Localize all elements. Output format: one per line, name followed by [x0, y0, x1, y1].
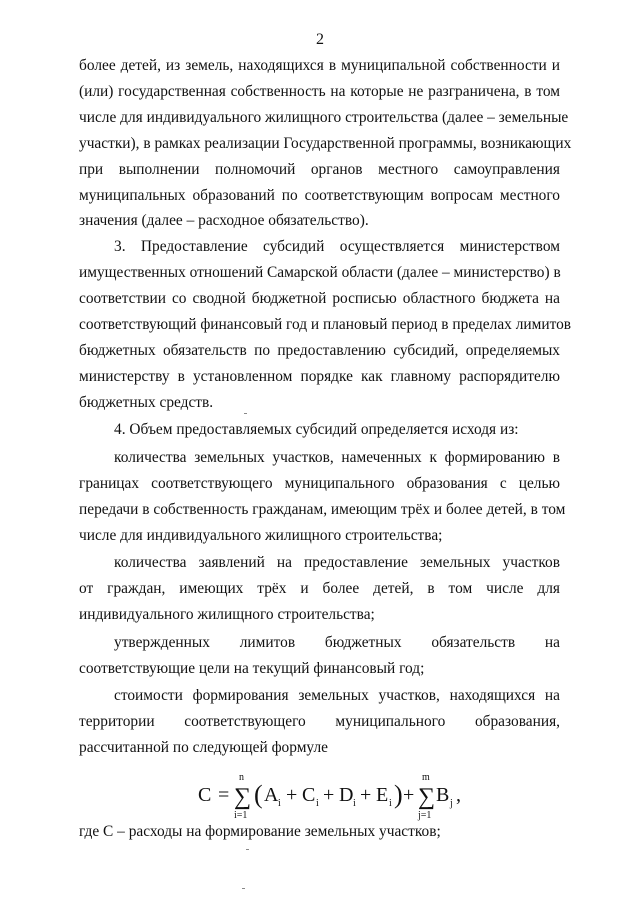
text-line: участки), в рамках реализации Государственной программы, возникающих	[79, 135, 572, 152]
term-d-sub: i	[353, 798, 356, 809]
formula-comma: ,	[456, 784, 461, 806]
text-line: границах соответствующего муниципального образования с целью	[79, 475, 560, 492]
term-c-sub: i	[316, 798, 319, 809]
term-d: D	[339, 784, 354, 806]
scan-speck	[244, 413, 247, 414]
text-line: соответствии со сводной бюджетной росписью областного бюджета на	[79, 290, 560, 307]
plus-3: +	[360, 784, 372, 806]
term-e: E	[376, 784, 389, 806]
text-line: муниципальных образований по соответствующим вопросам местного	[79, 187, 560, 204]
sum2-sigma: ∑	[418, 784, 436, 810]
term-c: C	[302, 784, 316, 806]
text-line: стоимости формирования земельных участков, находящихся на	[114, 687, 560, 704]
text-line: более детей, из земель, находящихся в муниципальной собственности и	[79, 57, 560, 74]
term-a: A	[264, 784, 279, 806]
formula-equals: =	[218, 784, 230, 806]
text-line: бюджетных средств.	[79, 394, 214, 411]
term-b: B	[436, 784, 450, 806]
text-line: 3. Предоставление субсидий осуществляется министерством	[114, 238, 560, 255]
text-line: министерству в установленном порядке как главному распорядителю	[79, 368, 560, 385]
text-line: числе для индивидуального жилищного строительства (далее – земельные	[79, 109, 569, 126]
sum1-sigma: ∑	[234, 784, 252, 810]
text-line: рассчитанной по следующей формуле	[79, 739, 328, 756]
plus-4: +	[403, 784, 415, 806]
text-line: где С – расходы на формирование земельных участков;	[79, 823, 441, 840]
text-line: количества заявлений на предоставление земельных участков	[114, 554, 560, 571]
term-a-sub: i	[278, 798, 281, 809]
plus-2: +	[323, 784, 335, 806]
sum1-lower: i=1	[234, 810, 248, 821]
text-line: утвержденных лимитов бюджетных обязательств на	[114, 634, 560, 651]
sum2-upper: m	[422, 772, 430, 783]
text-line: индивидуального жилищного строительства;	[79, 606, 375, 623]
text-line: значения (далее – расходное обязательство).	[79, 212, 369, 229]
plus-1: +	[286, 784, 298, 806]
scan-speck	[242, 888, 245, 889]
page-number: 2	[316, 31, 324, 48]
text-line: передачи в собственность гражданам, имеющим трёх и более детей, в том	[79, 501, 566, 518]
text-line: соответствующий финансовый год и плановый период в пределах лимитов	[79, 316, 572, 333]
text-line: соответствующие цели на текущий финансовый год;	[79, 660, 425, 677]
text-line: при выполнении полномочий органов местного самоуправления	[79, 161, 560, 178]
term-b-sub: j	[450, 798, 453, 809]
text-line: территории соответствующего муниципального образования,	[79, 713, 560, 730]
formula-rparen: )	[394, 780, 403, 809]
cost-formula	[196, 770, 476, 826]
text-line: имущественных отношений Самарской области (далее – министерство) в	[79, 264, 561, 281]
sum2-lower: j=1	[418, 810, 432, 821]
scan-speck	[246, 849, 249, 850]
term-e-sub: i	[389, 798, 392, 809]
text-line: числе для индивидуального жилищного строительства;	[79, 527, 443, 544]
text-line: (или) государственная собственность на которые не разграничена, в том	[79, 83, 560, 100]
text-line: бюджетных обязательств по предоставлению субсидий, определяемых	[79, 342, 560, 359]
text-line: количества земельных участков, намеченных к формированию в	[114, 449, 560, 466]
text-line: от граждан, имеющих трёх и более детей, в том числе для	[79, 580, 560, 597]
sum1-upper: n	[239, 772, 244, 783]
formula-lparen: (	[254, 780, 263, 809]
text-line: 4. Объем предоставляемых субсидий определяется исходя из:	[114, 421, 519, 438]
formula-lhs: C	[198, 784, 212, 806]
